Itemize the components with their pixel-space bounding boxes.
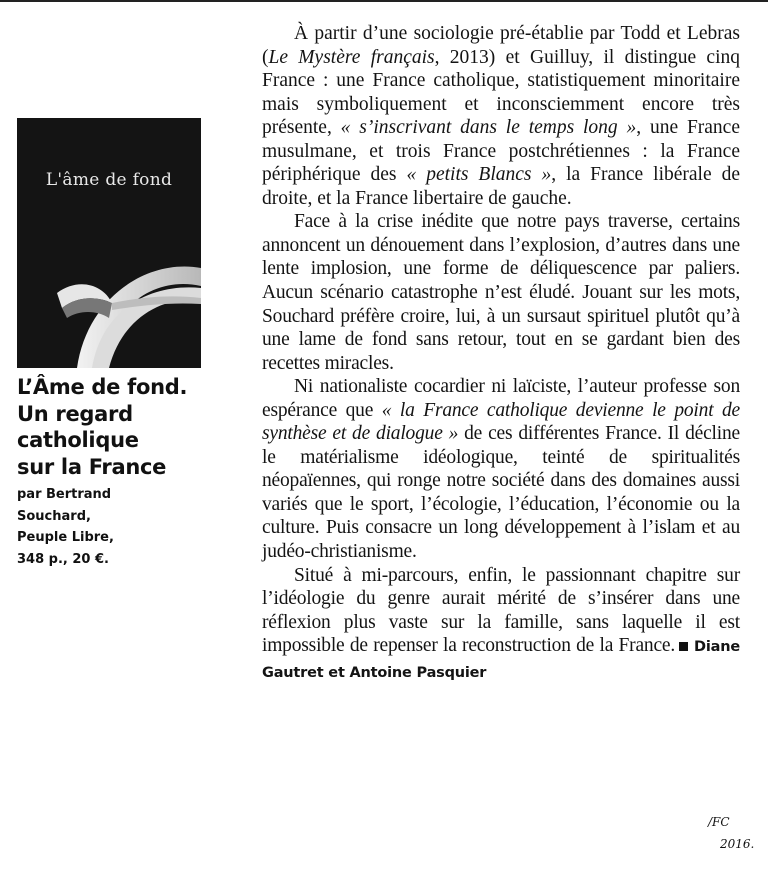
text-run: Situé à mi-parcours, enfin, le passionnant chapitre sur l’idéologie du genre aurait mérité de s’insérer dans une réflexion plus vaste sur la famille, sans laquelle il est impossible de repenser la reconstruction de la France.	[262, 564, 740, 657]
book-title	[17, 374, 217, 480]
paragraph-1	[262, 22, 740, 210]
book-title-line: catholique	[17, 428, 139, 452]
text-run: , 2013) et Guilluy, il distingue cinq France : une France catholique, statistiquement minoritaire mais symboliquement et inconsciemment encore très présente,	[262, 46, 741, 139]
signature: Diane Gautret et Antoine Pasquier	[262, 639, 740, 681]
handwritten-year: 2016.	[720, 837, 755, 851]
book-title-line: sur la France	[17, 454, 167, 479]
book-cover-image	[17, 118, 201, 368]
credit-line: 348 p., 20 €.	[17, 551, 109, 567]
credit-line: par Bertrand	[17, 487, 112, 502]
book-credits	[17, 484, 217, 570]
text-run: , la France libérale de droite, et la France libertaire de gauche.	[262, 164, 740, 209]
text-run: de ces différentes France. Il décline le matérialisme idéologique, teinté de spiritualités néopaïennes, qui ronge notre société dans des domaines aussi variés que le sport, l’écologie, l’éducation, l’économie ou la culture. Puis consacre un long développement à l’islam et au judéo-christianisme.	[262, 423, 740, 563]
handwritten-ref: /FC	[708, 815, 730, 829]
text-run: Ni nationaliste cocardier ni laïciste, l’auteur professe son espérance que	[262, 376, 740, 421]
paragraph-4	[262, 564, 740, 686]
quote: « petits Blancs »	[406, 164, 552, 186]
end-square-icon	[679, 642, 688, 651]
text-run: , une France musulmane, et trois France postchrétiennes : la France périphérique des	[262, 117, 740, 186]
cover-title: L'âme de fond	[45, 170, 173, 190]
top-rule	[0, 0, 768, 2]
article-body	[262, 22, 740, 685]
paragraph-2: Face à la crise inédite que notre pays traverse, certains annoncent un dénouement dans l’explosion, d’autres dans une lente implosion, une forme de déliquescence par paliers. Aucun scénario catastrophe n’est éludé. Jouant sur les mots, Souchard préfère croire, lui, à un sursaut spirituel plutôt qu’à une lame de fond sans retour, tout en se gardant bien des recettes miracles.	[262, 211, 740, 374]
text-run: À partir d’une sociologie pré-établie par Todd et Lebras (	[262, 23, 740, 68]
quote: « la France catholique devienne le point de synthèse et de dialogue »	[262, 399, 740, 445]
quote: « s’inscrivant dans le temps long »	[340, 117, 637, 139]
credit-line: Souchard,	[17, 508, 91, 524]
handwritten-annotation	[706, 806, 764, 854]
paragraph-3	[262, 375, 740, 563]
book-title-line: L’Âme de fond.	[17, 375, 188, 399]
credit-line: Peuple Libre,	[17, 530, 114, 545]
book-title-line: Un regard	[17, 401, 133, 426]
cover-artwork	[17, 118, 201, 368]
book-reference: Le Mystère français	[268, 46, 435, 68]
